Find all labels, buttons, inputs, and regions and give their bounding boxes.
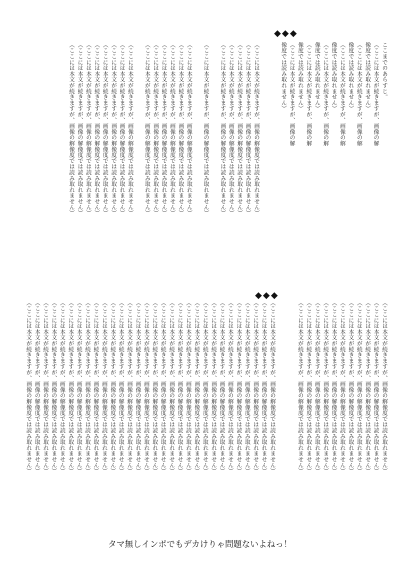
text-line: （ここには本文が続きますが、画像の解像度では読み取れません） bbox=[253, 42, 259, 216]
text-line: （ここには本文が続きますが、画像の解像度では読み取れません） bbox=[296, 300, 303, 474]
text-line: （ここには本文が続きますが、画像の解像度では読み取れません） bbox=[126, 42, 133, 216]
text-line: （ここには本文が続きますが、画像の解像度では読み取れません） bbox=[330, 42, 345, 147]
text-line: （ここには本文が続きますが、画像の解像度では読み取れません） bbox=[142, 300, 149, 474]
text-line: （ここには本文が続きますが、画像の解像度では読み取れません） bbox=[355, 300, 362, 474]
text-line: （ここには本文が続きますが、画像の解像度では読み取れません） bbox=[202, 42, 209, 216]
text-line: （ここには本文が続きますが、画像の解像度では読み取れません） bbox=[330, 300, 337, 474]
text-line: （ここには本文が続きますが、画像の解像度では読み取れません） bbox=[347, 300, 354, 474]
text-line: （ここには本文が続きますが、画像の解像度では読み取れません） bbox=[185, 42, 192, 216]
text-line: （ここには本文が続きますが、画像の解像度では読み取れません） bbox=[305, 300, 312, 474]
text-line: （ここには本文が続きますが、画像の解像度では読み取れません） bbox=[93, 42, 100, 216]
text-line: （ここには本文が続きますが、画像の解像度では読み取れません） bbox=[160, 42, 167, 216]
text-line: （ここには本文が続きますが、画像の解像度では読み取れません） bbox=[269, 300, 275, 474]
text-line: （ここには本文が続きますが、画像の解像度では読み取れません） bbox=[168, 42, 175, 216]
text-line: （ここには本文が続きますが、画像の解像度では読み取れません） bbox=[219, 42, 226, 216]
text-line: （ここには本文が続きますが、画像の解像度では読み取れません） bbox=[92, 300, 99, 474]
text-line: （ここには本文が続きますが、画像の解像度では読み取れません） bbox=[313, 300, 320, 474]
text-line: （ここには本文が続きますが、画像の解像度では読み取れません） bbox=[67, 300, 74, 474]
text-line: （ここには本文が続きますが、画像の解像度では読み取れません） bbox=[117, 300, 124, 474]
text-line: （ここには本文が続きますが、画像の解像度では読み取れません） bbox=[159, 300, 166, 474]
text-line: （ここには本文が続きますが、画像の解像度では読み取れません） bbox=[280, 42, 295, 147]
text-line: （ここには本文が続きますが、画像の解像度では読み取れません） bbox=[152, 42, 159, 216]
text-line: （ここには本文が続きますが、画像の解像度では読み取れません） bbox=[177, 42, 184, 216]
text-line: （ここには本文が続きますが、画像の解像度では読み取れません） bbox=[338, 300, 345, 474]
section-marker-bottom: ◆◆◆ bbox=[255, 291, 279, 301]
text-line: （ここには本文が続きますが、画像の解像度では読み取れません） bbox=[218, 300, 225, 474]
text-line: （ここには本文が続きますが、画像の解像度では読み取れません） bbox=[151, 300, 158, 474]
text-line: （ここには本文が続きますが、画像の解像度では読み取れません） bbox=[226, 300, 233, 474]
text-line: （ここには本文が続きますが、画像の解像度では読み取れません） bbox=[296, 42, 312, 147]
text-line: （ここには本文が続きますが、画像の解像度では読み取れません） bbox=[168, 300, 175, 474]
main-text-block-bottom-left bbox=[24, 300, 276, 515]
text-line: （ここには本文が続きますが、画像の解像度では読み取れません） bbox=[235, 300, 242, 474]
text-line: （ここには本文が続きますが、画像の解像度では読み取れません） bbox=[260, 300, 267, 474]
text-line: （ここには本文が続きますが、画像の解像度では読み取れません） bbox=[84, 42, 91, 216]
text-line: （ここには本文が続きますが、画像の解像度では読み取れません） bbox=[68, 42, 75, 216]
section-marker: ◆◆◆ bbox=[274, 29, 298, 39]
text-line: （ここには本文が続きますが、画像の解像度では読み取れません） bbox=[126, 300, 133, 474]
main-text-block-top bbox=[67, 42, 260, 242]
main-text-block-bottom-right bbox=[296, 300, 388, 512]
text-line: （ここには本文が続きますが、画像の解像度では読み取れません） bbox=[84, 300, 91, 474]
text-line: （ここには本文が続きますが、画像の解像度では読み取れません） bbox=[381, 300, 387, 474]
text-line: （ここには本文が続きますが、画像の解像度では読み取れません） bbox=[193, 300, 200, 474]
text-line: （ここには本文が続きますが、画像の解像度では読み取れません） bbox=[227, 42, 234, 216]
text-line: （ここには本文が続きますが、画像の解像度では読み取れません） bbox=[243, 300, 250, 474]
text-line: （ここには本文が続きますが、画像の解像度では読み取れません） bbox=[110, 42, 117, 216]
text-line: （ここには本文が続きますが、画像の解像度では読み取れません） bbox=[109, 300, 116, 474]
text-line: （ここには本文が続きますが、画像の解像度では読み取れません） bbox=[33, 300, 40, 474]
text-line: （ここには本文が続きますが、画像の解像度では読み取れません） bbox=[184, 300, 191, 474]
text-line: （ここには本文が続きますが、画像の解像度では読み取れません） bbox=[347, 42, 362, 147]
text-line: （ここには本文が続きますが、画像の解像度では読み取れません） bbox=[50, 300, 57, 474]
text-line: （ここには本文が続きますが、画像の解像度では読み取れません） bbox=[236, 42, 243, 216]
text-line: （ここには本文が続きますが、画像の解像度では読み取れません） bbox=[58, 300, 65, 474]
synopsis-text-block bbox=[279, 42, 388, 148]
text-line: （ここには本文が続きますが、画像の解像度では読み取れません） bbox=[101, 42, 108, 216]
text-line: （ここには本文が続きますが、画像の解像度では読み取れません） bbox=[364, 300, 371, 474]
text-line: （ここには本文が続きますが、画像の解像度では読み取れません） bbox=[252, 300, 259, 474]
page-caption: タマ無しインポでもデカけりゃ問題ないよねっ！ bbox=[107, 539, 293, 549]
text-line: （ここには本文が続きますが、画像の解像度では読み取れません） bbox=[176, 300, 183, 474]
text-line: （ここには本文が続きますが、画像の解像度では読み取れません） bbox=[75, 300, 82, 474]
text-line: （ここには本文が続きますが、画像の解像度では読み取れません） bbox=[118, 42, 125, 216]
text-line: （ここには本文が続きますが、画像の解像度では読み取れません） bbox=[143, 42, 150, 216]
text-line: （ここには本文が続きますが、画像の解像度では読み取れません） bbox=[25, 300, 32, 474]
text-line: （ここには本文が続きますが、画像の解像度では読み取れません） bbox=[322, 300, 329, 474]
text-line: （ここには本文が続きますが、画像の解像度では読み取れません） bbox=[244, 42, 251, 216]
text-line: ここまでのあらすじ。 bbox=[381, 42, 387, 100]
text-line: （ここには本文が続きますが、画像の解像度では読み取れません） bbox=[364, 42, 379, 147]
text-line: （ここには本文が続きますが、画像の解像度では読み取れません） bbox=[313, 42, 329, 147]
text-line: （ここには本文が続きますが、画像の解像度では読み取れません） bbox=[42, 300, 49, 474]
text-line: （ここには本文が続きますが、画像の解像度では読み取れません） bbox=[76, 42, 83, 216]
text-line: （ここには本文が続きますが、画像の解像度では読み取れません） bbox=[201, 300, 208, 474]
text-line: （ここには本文が続きますが、画像の解像度では読み取れません） bbox=[372, 300, 379, 474]
text-line: （ここには本文が続きますが、画像の解像度では読み取れません） bbox=[210, 300, 217, 474]
text-line: （ここには本文が続きますが、画像の解像度では読み取れません） bbox=[134, 300, 141, 474]
text-line: （ここには本文が続きますが、画像の解像度では読み取れません） bbox=[100, 300, 107, 474]
